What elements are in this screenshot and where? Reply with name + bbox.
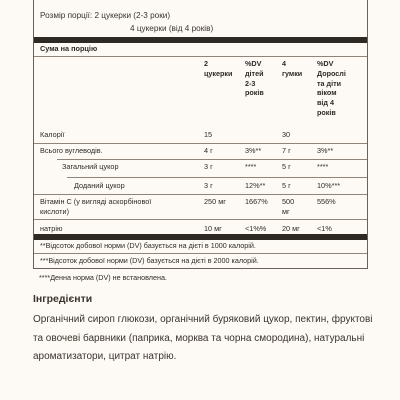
row-total-sugar-amount-4: 5 г [282, 162, 291, 171]
row-total-sugar-dv-adults: **** [317, 162, 329, 171]
serving-size-line-1: Розмір порції: 2 цукерки (2-3 роки) [40, 11, 171, 20]
row-sodium-dv-children: <1%% [245, 224, 267, 233]
ingredients-text: Органічний сироп глюкози, органічний буряковий цукор, пектин, фруктові та овочеві барвники (паприка, морква та чорна смородина), натуральні ароматизатори, цитрат натрію. [33, 314, 373, 362]
row-sodium-amount-4: 20 мг [282, 224, 300, 233]
row-vitamin-c-label: Вітамін С (у вигляді аскорбінової кислоти) [40, 197, 152, 216]
row-total-sugar-label: Загальний цукор [62, 162, 119, 171]
supplement-facts-panel [33, 0, 368, 269]
row-total-sugar-dv-children: **** [245, 162, 257, 171]
row-carbs-amount-4: 7 г [282, 146, 291, 155]
row-vitamin-c-dv-adults: 556% [317, 197, 336, 206]
divider [34, 143, 367, 144]
divider [34, 219, 367, 220]
divider [34, 194, 367, 195]
column-header-4-gummies: 4 гумки [282, 59, 303, 78]
row-calories-amount-2: 15 [204, 130, 213, 139]
row-added-sugar-dv-adults: 10%*** [317, 181, 341, 190]
row-carbs-amount-2: 4 г [204, 146, 213, 155]
divider [34, 253, 367, 254]
row-added-sugar-amount-2: 3 г [204, 181, 213, 190]
row-vitamin-c-amount-4: 500 мг [282, 197, 295, 216]
row-vitamin-c-dv-children: 1667% [245, 197, 268, 206]
thick-divider [34, 234, 367, 240]
column-header-dv-children: %DV дітей 2-3 років [245, 59, 264, 98]
divider [34, 56, 367, 57]
serving-size-line-2: 4 цукерки (від 4 років) [130, 24, 214, 33]
footnote-dv-not-established: ****Денна норма (DV) не встановлена. [39, 273, 167, 282]
column-header-dv-adults: %DV Дорослі та діти віком від 4 років [317, 59, 346, 117]
footnote-1000-kcal: **Відсоток добової норми (DV) базується на дієті в 1000 калорій. [40, 241, 256, 250]
row-carbs-dv-adults: 3%** [317, 146, 334, 155]
row-added-sugar-label: Доданий цукор [74, 181, 125, 190]
row-sodium-label: натрію [40, 224, 63, 233]
serving-size [40, 9, 213, 35]
thick-divider [34, 37, 367, 43]
divider [67, 177, 367, 178]
row-total-sugar-amount-2: 3 г [204, 162, 213, 171]
row-sodium-dv-adults: <1% [317, 224, 332, 233]
ingredients-title: Інгредієнти [33, 293, 93, 305]
row-calories-label: Калорії [40, 130, 65, 139]
row-carbs-label: Всього вуглеводів. [40, 146, 103, 155]
row-sodium-amount-2: 10 мг [204, 224, 222, 233]
row-calories-amount-4: 30 [282, 130, 291, 139]
column-header-2-candies: 2 цукерки [204, 59, 233, 78]
footnote-2000-kcal: ***Відсоток добової норми (DV) базується на дієті в 2000 калорій. [40, 256, 259, 265]
row-vitamin-c-amount-2: 250 мг [204, 197, 226, 206]
row-added-sugar-dv-children: 12%** [245, 181, 266, 190]
row-added-sugar-amount-4: 5 г [282, 181, 291, 190]
row-carbs-dv-children: 3%** [245, 146, 262, 155]
amount-per-serving-heading: Сума на порцію [40, 44, 98, 53]
divider [57, 159, 367, 160]
